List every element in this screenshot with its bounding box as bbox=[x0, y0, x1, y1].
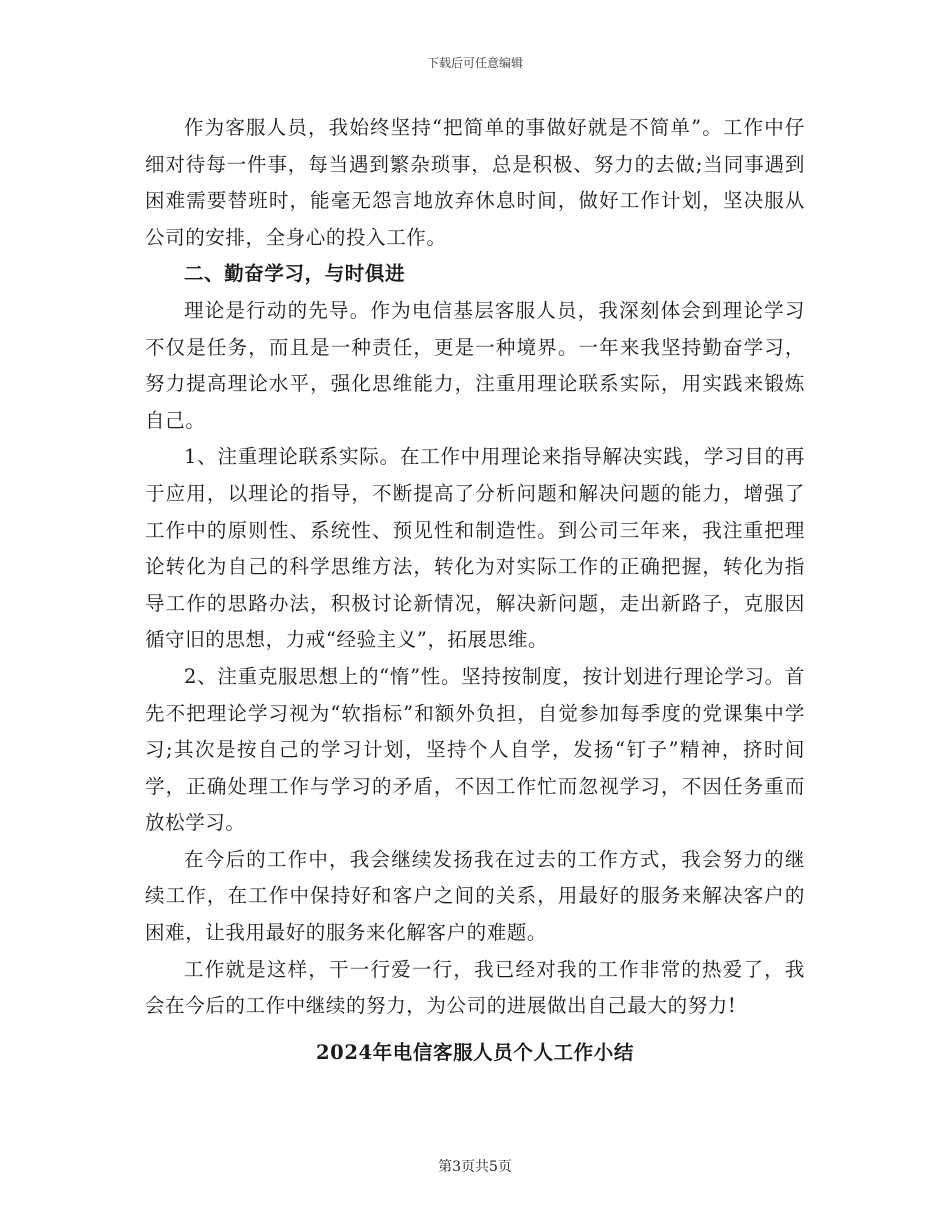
paragraph-conclusion: 工作就是这样，干一行爱一行，我已经对我的工作非常的热爱了，我会在今后的工作中继续的努力，为公司的进展做出自己最大的努力! bbox=[145, 957, 805, 1018]
document-title: 2024年电信客服人员个人工作小结 bbox=[316, 1041, 634, 1064]
page-number: 第3页共5页 bbox=[438, 1159, 512, 1175]
paragraph-future-work: 在今后的工作中，我会继续发扬我在过去的工作方式，我会努力的继续工作，在工作中保持好和客户之间的关系，用最好的服务来解决客户的困难，让我用最好的服务来化解客户的难题。 bbox=[145, 847, 805, 945]
paragraph-service-attitude: 作为客服人员，我始终坚持“把简单的事做好就是不简单”。工作中仔细对待每一件事，每当遇到繁杂琐事，总是积极、努力的去做;当同事遇到困难需要替班时，能毫无怨言地放弃休息时间，做好工作计划，坚决服从公司的安排，全身心的投入工作。 bbox=[145, 116, 805, 249]
document-body bbox=[145, 110, 805, 1025]
page-header: 下载后可任意编辑 bbox=[426, 56, 523, 70]
paragraph-point-1: 1、注重理论联系实际。在工作中用理论来指导解决实践，学习目的再于应用，以理论的指导，不断提高了分析问题和解决问题的能力，增强了工作中的原则性、系统性、预见性和制造性。到公司三年来，我注重把理论转化为自己的科学思维方法，转化为对实际工作的正确把握，转化为指导工作的思路办法，积极讨论新情况，解决新问题，走出新路子，克服因循守旧的思想，力戒“经验主义”，拓展思维。 bbox=[145, 445, 805, 652]
section-heading: 二、勤奋学习，与时俱进 bbox=[184, 262, 406, 286]
paragraph-point-2: 2、注重克服思想上的“惰”性。坚持按制度，按计划进行理论学习。首先不把理论学习视为“软指标”和额外负担，自觉参加每季度的党课集中学习;其次是按自己的学习计划，坚持个人自学，发扬“钉子”精神，挤时间学，正确处理工作与学习的矛盾，不因工作忙而忽视学习，不因任务重而放松学习。 bbox=[145, 664, 805, 835]
paragraph-theory-intro: 理论是行动的先导。作为电信基层客服人员，我深刻体会到理论学习不仅是任务，而且是一种责任，更是一种境界。一年来我坚持勤奋学习，努力提高理论水平，强化思维能力，注重用理论联系实际，用实践来锻炼自己。 bbox=[145, 298, 805, 432]
